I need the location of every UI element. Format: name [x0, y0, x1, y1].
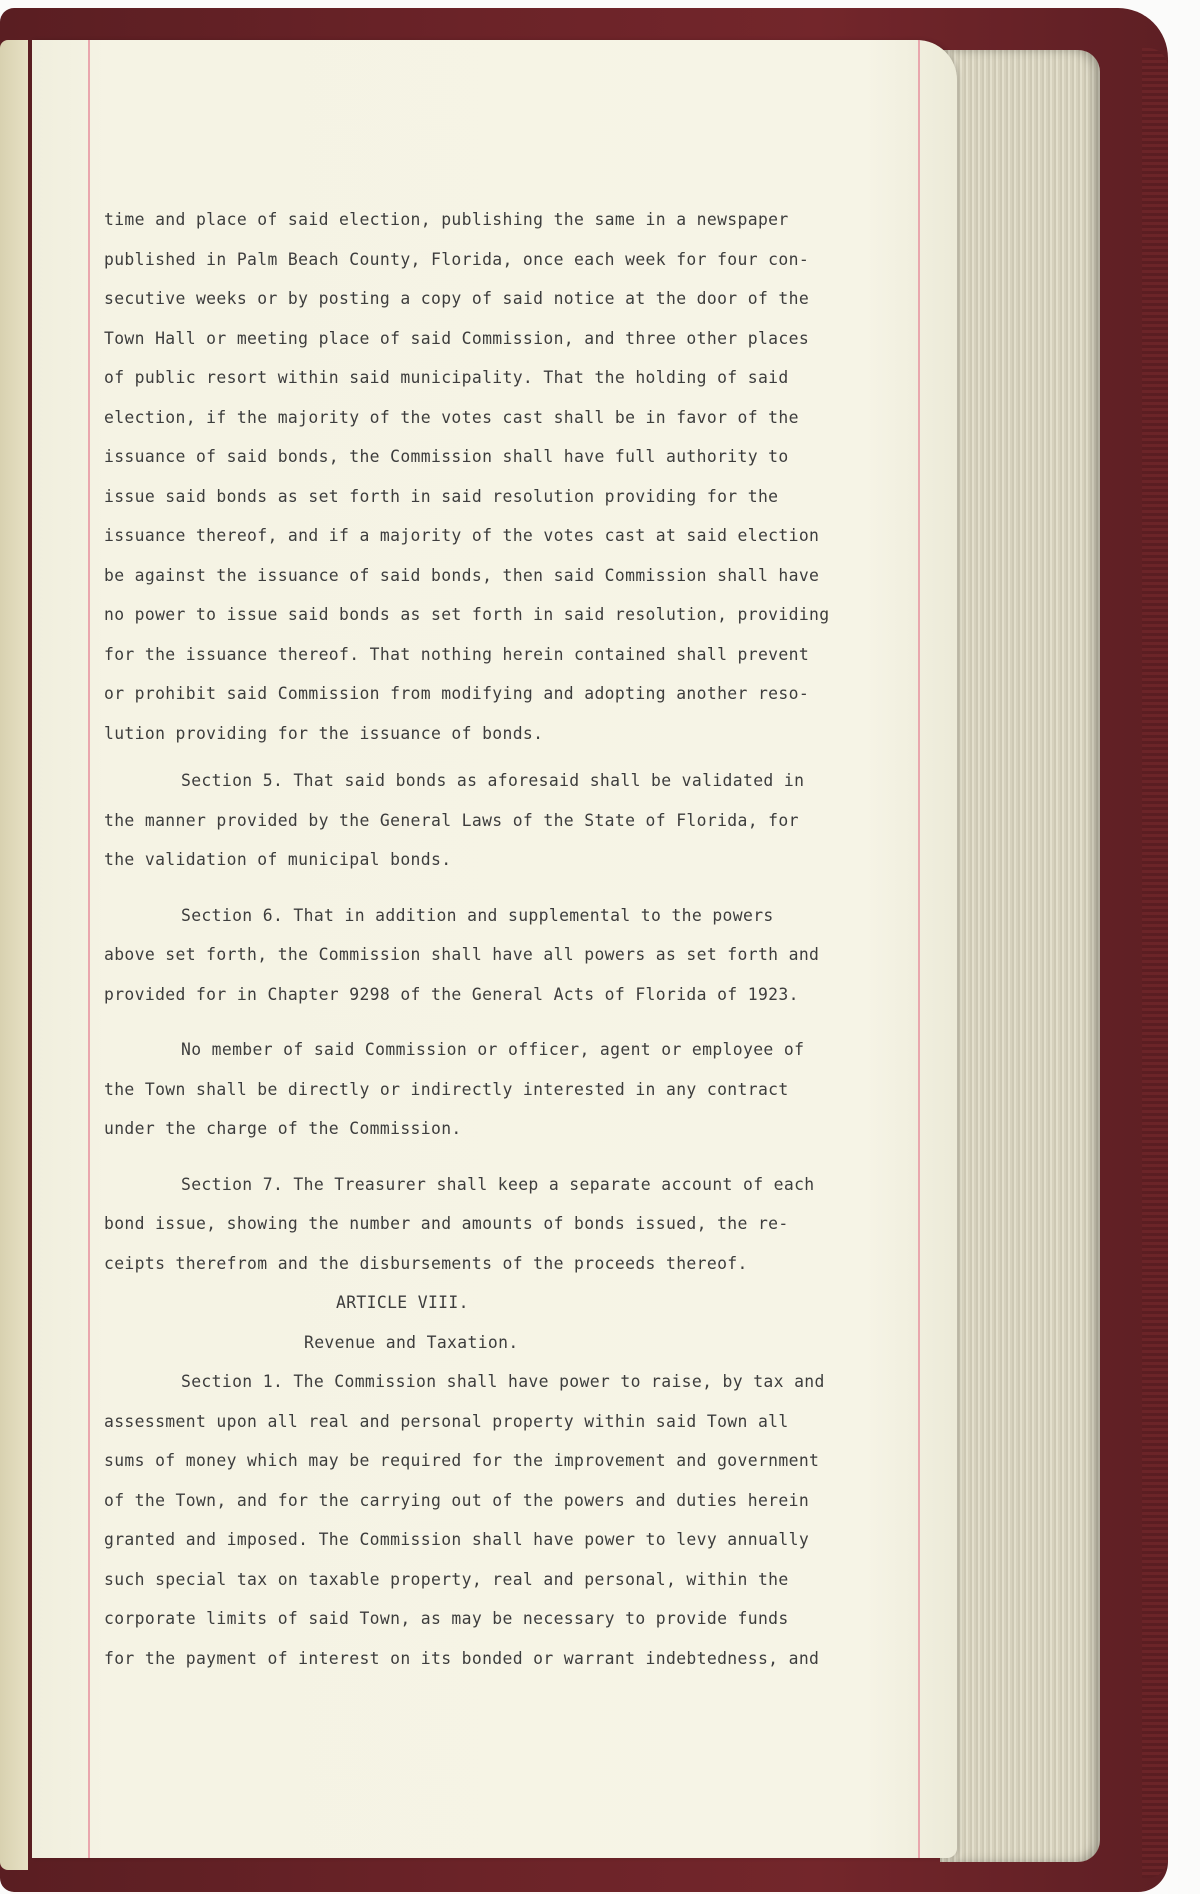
- text-line: or prohibit said Commission from modifying and adopting another reso-: [104, 684, 810, 703]
- text-line: sums of money which may be required for the improvement and government: [104, 1451, 820, 1470]
- text-line: under the charge of the Commission.: [104, 1119, 462, 1138]
- text-line: bond issue, showing the number and amounts of bonds issued, the re-: [104, 1214, 789, 1233]
- text-line: for the issuance thereof. That nothing herein contained shall prevent: [104, 644, 810, 664]
- paragraph-section-6: [104, 896, 924, 1015]
- text-line: such special tax on taxable property, real and personal, within the: [104, 1569, 789, 1589]
- left-page-edge: [0, 40, 28, 1870]
- text-line: be against the issuance of said bonds, then said Commission shall have: [104, 565, 820, 585]
- text-line: of the Town, and for the carrying out of the powers and duties herein: [104, 1490, 810, 1510]
- text-line: published in Palm Beach County, Florida, once each week for four con-: [104, 249, 810, 269]
- text-line: Section 5. That said bonds as aforesaid shall be validated in: [181, 771, 805, 790]
- text-line: Section 7. The Treasurer shall keep a separate account of each: [181, 1174, 815, 1194]
- cover-edge: [1142, 48, 1168, 1878]
- document-page: [32, 40, 957, 1858]
- text-line: assessment upon all real and personal property within said Town all: [104, 1411, 789, 1431]
- text-line: of public resort within said municipality. That the holding of said: [104, 368, 789, 387]
- text-line: issuance of said bonds, the Commission shall have full authority to: [104, 447, 789, 466]
- page-block-edges: [940, 50, 1100, 1862]
- paragraph-section-5: [104, 761, 924, 880]
- text-line: election, if the majority of the votes cast shall be in favor of the: [104, 407, 799, 427]
- left-margin-rule: [88, 40, 90, 1858]
- text-line: secutive weeks or by posting a copy of said notice at the door of the: [104, 289, 810, 308]
- text-line: Town Hall or meeting place of said Commission, and three other places: [104, 328, 810, 348]
- text-line: ceipts therefrom and the disbursements of the proceeds thereof.: [104, 1253, 748, 1273]
- text-line: lution providing for the issuance of bonds.: [104, 723, 544, 743]
- text-line: Section 6. That in addition and supplemental to the powers: [181, 905, 774, 925]
- text-line: the Town shall be directly or indirectly interested in any contract: [104, 1079, 789, 1099]
- paragraph-no-member: [104, 1030, 924, 1149]
- article-subheading: Revenue and Taxation.: [304, 1332, 519, 1352]
- text-line: provided for in Chapter 9298 of the General Acts of Florida of 1923.: [104, 984, 799, 1004]
- text-line: issuance thereof, and if a majority of the votes cast at said election: [104, 526, 820, 545]
- text-line: no power to issue said bonds as set forth in said resolution, providing: [104, 605, 830, 624]
- text-line: issue said bonds as set forth in said resolution providing for the: [104, 486, 779, 506]
- text-line: for the payment of interest on its bonded or warrant indebtedness, and: [104, 1648, 820, 1668]
- text-line: No member of said Commission or officer, agent or employee of: [181, 1040, 805, 1059]
- text-line: Section 1. The Commission shall have power to raise, by tax and: [181, 1372, 825, 1391]
- text-line: granted and imposed. The Commission shall have power to levy annually: [104, 1530, 810, 1549]
- paragraph-election: [104, 200, 924, 753]
- text-line: above set forth, the Commission shall have all powers as set forth and: [104, 945, 820, 964]
- page-text: [104, 200, 924, 1678]
- text-line: the validation of municipal bonds.: [104, 850, 452, 869]
- text-line: corporate limits of said Town, as may be necessary to provide funds: [104, 1609, 789, 1628]
- text-line: the manner provided by the General Laws of the State of Florida, for: [104, 810, 799, 830]
- paragraph-section-7: [104, 1165, 924, 1284]
- text-line: time and place of said election, publishing the same in a newspaper: [104, 210, 789, 229]
- article-heading: ARTICLE VIII.: [336, 1293, 469, 1312]
- paragraph-article-8-section-1: [104, 1362, 924, 1678]
